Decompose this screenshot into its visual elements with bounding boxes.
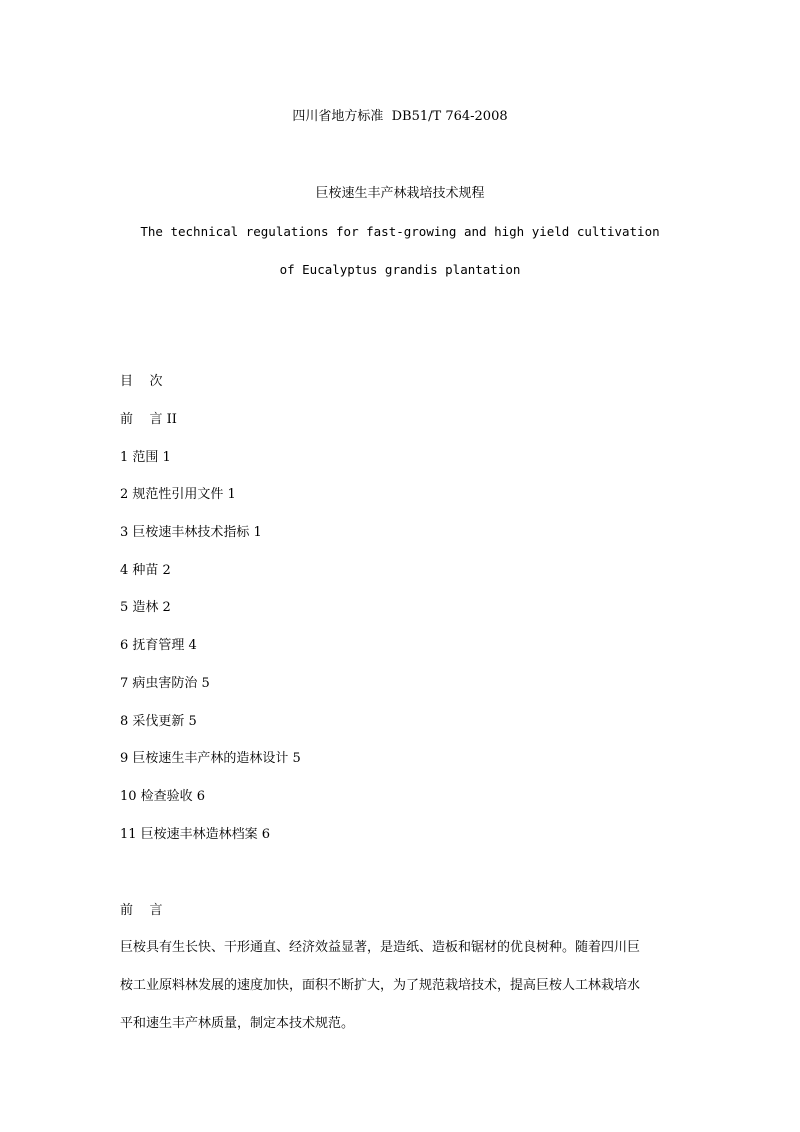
- toc-item: 2 规范性引用文件 1: [120, 487, 236, 502]
- toc-item: 1 范围 1: [120, 450, 171, 465]
- toc-item: 3 巨桉速丰林技术指标 1: [120, 525, 262, 540]
- toc-item: 4 种苗 2: [120, 563, 171, 578]
- toc-item: 10 检查验收 6: [120, 789, 206, 804]
- document-title-en-line-1: The technical regulations for fast-growing and high yield cultivation: [140, 224, 660, 239]
- paragraph-line: 桉工业原料林发展的速度加快，面积不断扩大，为了规范栽培技术，提高巨桉人工林栽培水: [120, 978, 641, 993]
- paragraph-line: 巨桉具有生长快、干形通直、经济效益显著，是造纸、造板和锯材的优良树种。随着四川巨: [120, 940, 641, 955]
- toc-item: 7 病虫害防治 5: [120, 676, 210, 691]
- paragraph-line: 平和速生丰产林质量，制定本技术规范。: [120, 1016, 355, 1031]
- toc-item: 6 抚育管理 4: [120, 638, 197, 653]
- document-title-en-line-2: of Eucalyptus grandis plantation: [279, 262, 521, 277]
- toc-item: 11 巨桉速丰林造林档案 6: [120, 827, 271, 842]
- toc-item: 9 巨桉速生丰产林的造林设计 5: [120, 751, 301, 766]
- foreword-heading: 前 言: [120, 903, 163, 918]
- standard-number-line: 四川省地方标准 DB51/T 764-2008: [292, 109, 508, 124]
- toc-heading: 目 次: [120, 374, 163, 389]
- toc-item: 8 采伐更新 5: [120, 714, 197, 729]
- toc-item: 5 造林 2: [120, 600, 171, 615]
- toc-item: 前 言 II: [120, 412, 177, 427]
- document-title-zh: 巨桉速生丰产林栽培技术规程: [315, 186, 485, 201]
